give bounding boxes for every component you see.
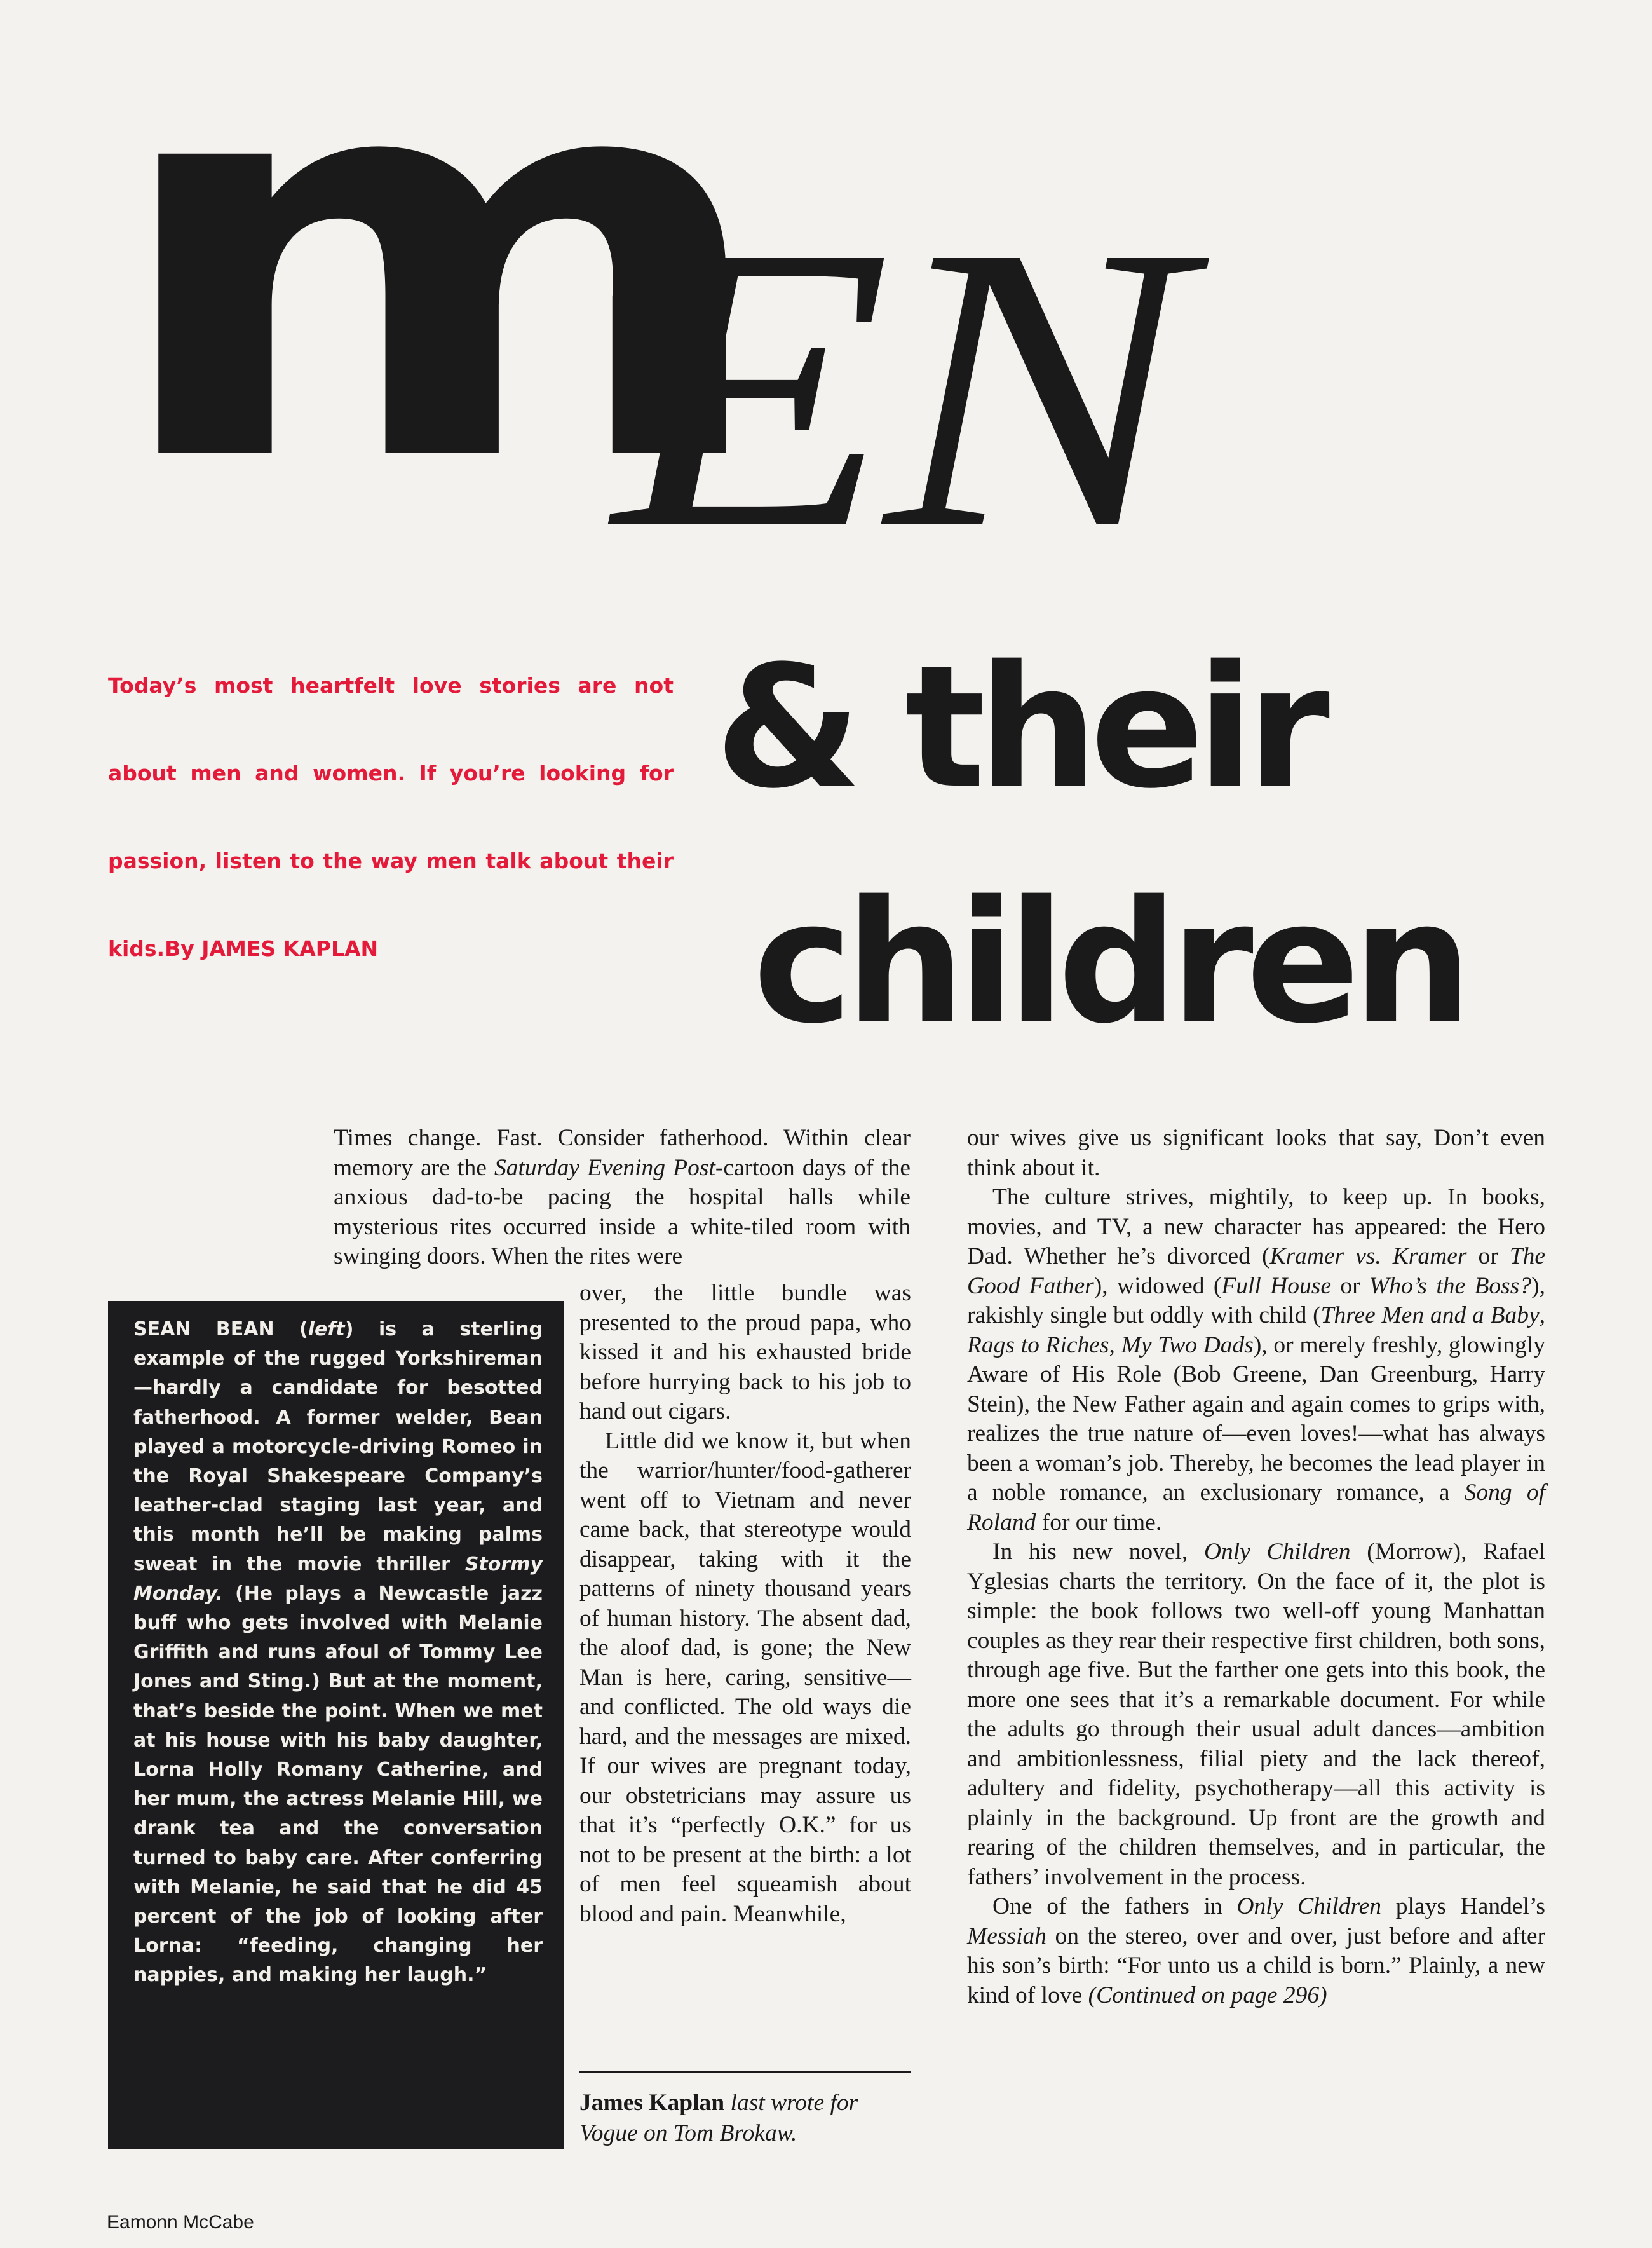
r4-text-b: plays Handel’s	[1381, 1893, 1545, 1919]
title-en: EN	[613, 163, 1181, 613]
title-and-their: & their	[715, 630, 1322, 826]
right-paragraph-1: our wives give us significant looks that say, Don’t even think about it.	[967, 1125, 1545, 1181]
sidebar-text-c: (He plays a Newcastle jazz buff who gets involved with Melanie Griffith and runs afoul of Tommy Lee Jones and Sting.) But at the moment, that’s beside the point. When we met at his house with his baby daughter, Lorna Holly Romany Catherine, and her mum, the actress Melanie Hill, we drank tea and the conversation turned to baby care. After conferring with Melanie, he said that he did 45 percent of the job of looking after Lorna: “feeding, changing her nappies, and making her laugh.”	[133, 1582, 543, 1987]
r2-or: or	[1466, 1243, 1510, 1269]
r2-rags: Rags to Riches	[967, 1332, 1109, 1358]
r2-fullhouse: Full House	[1221, 1272, 1332, 1299]
byline: By JAMES KAPLAN	[165, 936, 379, 961]
r2-roland: Song of Roland	[967, 1480, 1546, 1536]
r2-rest: ), or merely freshly, glowingly Aware of His Role (Bob Greene, Dan Greenburg, Harry Stein), the New Father again and again comes to grips with, realizes the true nature of—even loves!—what has always been a woman’s job. Thereby, he becomes the lead player in a noble romance, an exclusionary romance, a	[967, 1332, 1546, 1506]
r2-or-2: or	[1331, 1272, 1369, 1299]
r2-end: for our time.	[1036, 1509, 1162, 1536]
column-right	[967, 1124, 1545, 2010]
right-paragraph-2	[967, 1183, 1545, 1537]
r2-threemen: Three Men and a Baby	[1320, 1302, 1540, 1328]
sidebar-text-a: SEAN BEAN (	[133, 1318, 308, 1340]
title-big-m: m	[105, 0, 743, 582]
r2-kramer: Kramer vs. Kramer	[1269, 1243, 1467, 1269]
r3-title: Only Children	[1203, 1539, 1351, 1565]
r2-twodads: My Two Dads	[1121, 1332, 1254, 1358]
intro-italic-post: Saturday Evening Post	[494, 1154, 715, 1181]
mid-paragraph-2: Little did we know it, but when the warrior/hunter/food-gatherer went off to Vietnam and never came back, that stereotype would disappear, taking with it the patterns of ninety thousand years of human history. The absent dad, the aloof dad, is gone; the New Man is here, caring, sensitive—and conflicted. The old ways die hard, and the messages are mixed. If our wives are pregnant today, our obstetricians may assure us that it’s “perfectly O.K.” for us not to be present at the birth: a lot of men feel squeamish about blood and pain. Meanwhile,	[579, 1427, 911, 1927]
r2-single: ), rakishly single but oddly with child (	[967, 1272, 1545, 1328]
intro-paragraph	[334, 1124, 911, 1272]
r4-messiah: Messiah	[967, 1923, 1046, 1949]
r2-text: The culture strives, mightily, to keep up. In books, movies, and TV, a new character has appeared: the Hero Dad. Whether he’s divorced (	[967, 1184, 1545, 1269]
sidebar-text-b: ) is a sterling example of the rugged Yorkshireman—hardly a candidate for besotted fatherhood. A former welder, Bean played a motorcycle-driving Romeo in the Royal Shakespeare Company’s leather-clad staging last year, and this month he’ll be making palms sweat in the movie thriller	[133, 1318, 543, 1576]
dek-text: Today’s most heartfelt love stories are not about men and women. If you’re looking for passion, listen to the way men talk about their kids.	[108, 673, 674, 961]
photo-credit: Eamonn McCabe	[107, 2212, 254, 2233]
intro-text-cont: -cartoon days of the anxious dad-to-be pacing the hospital halls while mysterious rites occurred inside a white-tiled room with swinging doors. When the rites were	[334, 1154, 911, 1269]
bio-name: James Kaplan	[579, 2090, 725, 2116]
author-bio	[579, 2088, 911, 2149]
intro-text: Times change. Fast. Consider fatherhood. Within clear memory are the	[334, 1125, 911, 1181]
right-paragraph-3	[967, 1537, 1545, 1892]
r2-comma: ,	[1539, 1302, 1545, 1328]
r4-text: One of the fathers in	[992, 1893, 1237, 1919]
mid-paragraph-1: over, the little bundle was presented to the proud papa, who kissed it and his exhausted bride before hurrying back to his job to hand out cigars.	[579, 1280, 911, 1424]
bio-text: last wrote for Vogue on Tom Brokaw.	[579, 2090, 858, 2146]
r2-goodfather: The Good Father	[967, 1243, 1545, 1299]
r2-widowed: ), widowed (	[1093, 1272, 1222, 1299]
r4-title: Only Children	[1236, 1893, 1382, 1919]
r3-rest: (Morrow), Rafael Yglesias charts the territory. On the face of it, the plot is simple: the book follows two well-off young Manhattan couples as they rear their respective first children, both sons, through age five. But the farther one gets into this book, the more one sees that it’s a remarkable document. For while the adults go through their usual adult dances—ambition and ambitionlessness, filial piety and the lack thereof, adultery and fidelity, psychotherapy—all this activity is plainly in the background. Up front are the growth and rearing of the children themselves, and in particular, the fathers’ involvement in the process.	[967, 1539, 1545, 1890]
sidebar-movie-title: Stormy Monday.	[133, 1553, 543, 1605]
r4-text-c: on the stereo, over and over, just before and after his son’s birth: “For unto us a child is born.” Plainly, a new kind of love	[967, 1923, 1545, 2008]
r2-comma-2: ,	[1109, 1332, 1121, 1358]
sidebar-box	[108, 1301, 564, 2149]
dek	[108, 642, 674, 993]
bio-divider	[579, 2071, 911, 2073]
r3-text: In his new novel,	[992, 1539, 1204, 1565]
column-middle	[579, 1279, 911, 1929]
sidebar-left-italic: left	[308, 1318, 345, 1340]
right-paragraph-4	[967, 1892, 1545, 2010]
sidebar-caption	[133, 1315, 543, 1991]
title-children: children	[753, 865, 1465, 1061]
continued-note: (Continued on page 296)	[1088, 1982, 1327, 2008]
r2-boss: Who’s the Boss?	[1369, 1272, 1532, 1299]
